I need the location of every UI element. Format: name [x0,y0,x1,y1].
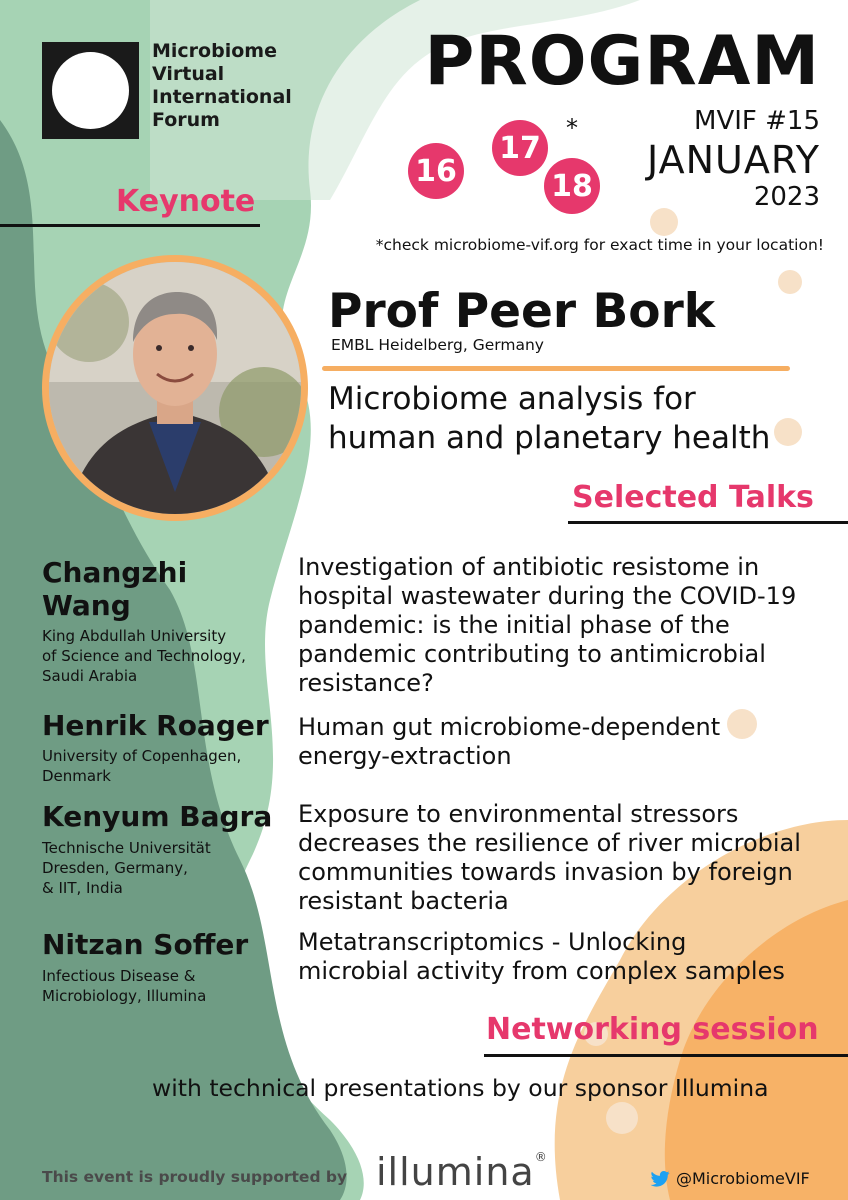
talk-title [298,553,838,698]
talk-affil-line: & IIT, India [42,879,123,897]
sponsor-trademark: ® [534,1150,548,1164]
org-name-line: Forum [152,109,220,131]
day-badge: 17 [492,120,548,176]
keynote-heading-rule [0,224,260,227]
org-name [152,40,322,132]
logo-circle-mark [52,52,129,129]
talk-title-line: energy-extraction [298,742,512,770]
talk-affil-line: University of Copenhagen, [42,747,242,765]
networking-heading: Networking session [486,1012,819,1047]
keynote-speaker-affiliation: EMBL Heidelberg, Germany [331,336,544,354]
talk-title-line: resistant bacteria [298,887,509,915]
talk-title-line: microbial activity from complex samples [298,957,785,985]
sponsor-logo [376,1150,548,1194]
talk-affil-line: Saudi Arabia [42,667,138,685]
talk-title-line: Investigation of antibiotic resistome in [298,553,760,581]
twitter-bird-icon [650,1171,670,1187]
talk-affil-line: Microbiology, Illumina [42,987,207,1005]
day-badge: 18 [544,158,600,214]
talk-speaker-affiliation [42,626,246,686]
org-name-line: Microbiome [152,40,277,62]
talk-speaker-affiliation [42,838,211,898]
peach-dot [778,270,802,294]
keynote-heading: Keynote [116,184,256,219]
talk-name-line: Henrik Roager [42,709,269,742]
keynote-title-line: human and planetary health [328,420,771,456]
year-label: 2023 [753,182,820,212]
talk-speaker-name [42,709,269,742]
talk-affil-line: of Science and Technology, [42,647,246,665]
talk-name-line: Wang [42,589,131,622]
selected-talks-heading: Selected Talks [572,480,814,515]
keynote-divider [322,366,790,371]
talk-speaker-affiliation [42,966,206,1006]
day-badge: 16 [408,143,464,199]
talk-title-line: decreases the resilience of river microbial [298,829,801,857]
talk-title [298,713,838,771]
timezone-note: *check microbiome-vif.org for exact time in your location! [375,236,824,254]
talk-affil-line: King Abdullah University [42,627,227,645]
talk-affil-line: Infectious Disease & [42,967,196,985]
talk-title [298,800,838,916]
talk-speaker-affiliation [42,746,241,786]
selected-talks-rule [568,521,848,524]
talk-title-line: pandemic contributing to antimicrobial [298,640,766,668]
month-label: JANUARY [647,138,820,182]
talk-speaker-name [42,556,187,622]
talk-title-line: hospital wastewater during the COVID-19 [298,582,797,610]
talk-affil-line: Dresden, Germany, [42,859,188,877]
talk-speaker-name [42,928,248,961]
talk-title-line: pandemic: is the initial phase of the [298,611,730,639]
talk-title-line: Human gut microbiome-dependent [298,713,721,741]
talk-title-line: resistance? [298,669,434,697]
peach-dot [606,1102,638,1134]
twitter-handle: @MicrobiomeVIF [676,1169,810,1188]
talk-speaker-name [42,800,272,833]
talk-title-line: Exposure to environmental stressors [298,800,739,828]
program-title: PROGRAM [424,22,820,101]
talk-title-line: communities towards invasion by foreign [298,858,793,886]
asterisk-mark: * [566,114,578,142]
talk-affil-line: Technische Universität [42,839,211,857]
peach-dot [650,208,678,236]
org-name-line: Virtual [152,63,225,85]
talk-affil-line: Denmark [42,767,111,785]
talk-name-line: Kenyum Bagra [42,800,273,833]
forum-logo [42,42,139,139]
talk-name-line: Changzhi [42,556,188,589]
talk-title-line: Metatranscriptomics - Unlocking [298,928,687,956]
networking-description: with technical presentations by our sponsor Illumina [152,1074,769,1102]
sponsor-logo-text: illumina [376,1150,535,1194]
keynote-title-line: Microbiome analysis for [328,381,696,417]
talk-name-line: Nitzan Soffer [42,928,249,961]
keynote-talk-title [328,380,828,458]
org-name-line: International [152,86,292,108]
twitter-link[interactable] [650,1169,810,1188]
footer-support-text: This event is proudly supported by [42,1168,348,1186]
talk-title [298,928,838,986]
speaker-portrait [42,255,308,521]
edition-label: MVIF #15 [694,106,820,136]
keynote-speaker-name: Prof Peer Bork [328,284,716,339]
networking-rule [484,1054,848,1057]
